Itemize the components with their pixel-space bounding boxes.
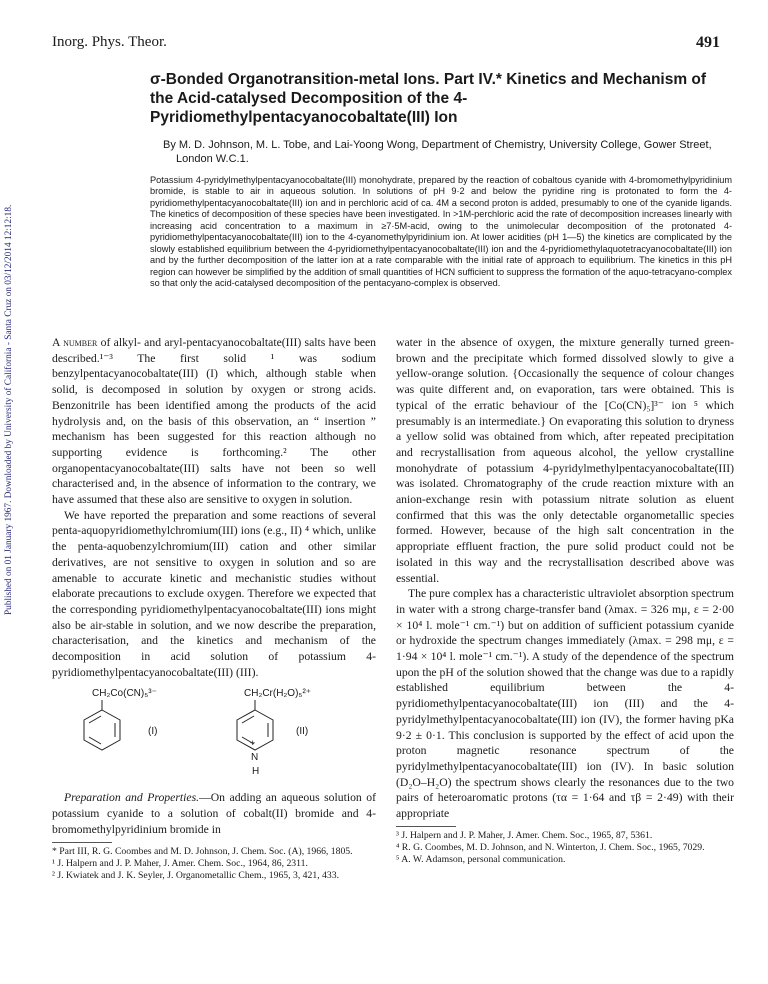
plus-sign: + [250,738,256,749]
hydrogen-label: H [252,766,260,778]
paragraph-spectrum: The pure complex has a characteristic ultraviolet absorption spectrum in water with a strong charge-transfer band (λmax. = 326 mμ, ε = 2·00 × 10⁴ l. mole⁻¹ cm.⁻¹) but on addition of sufficient potassium cyanide or hydroxide the spectrum changes immediately (λmax. = 298 mμ, ε = 1·94 × 10⁴ l. mole⁻¹ cm.⁻¹). A study of the dependence of the spectrum upon the pH of the solution showed that the change was due to a rapidly established equilibrium between the 4-pyridiomethylpentacyanocobaltate(III) ion (III) and the 4-pyridylmethylpentacyanocobaltate(III) ion (IV), the former having pKa 9·2 ± 0·1. This conclusion is supported by the effect of acid upon the proton magnetic resonance spectrum of the pyridylmethylpentacyanocobaltate(III) ion (IV). In basic solution (D₂O–H₂O) the spectrum shows clearly the resonances due to the two pairs of heteroaromatic protons (τα = 1·64 and τβ = 2·49) with their appropriate [396,587,734,821]
authors-affiliation: By M. D. Johnson, M. L. Tobe, and Lai-Yoong Wong, Department of Chemistry, University College, Gower Street, London W.C.1. [163,139,712,165]
paragraph-continuation: water in the absence of oxygen, the mixture generally turned green-brown and the precipitate which formed dissolved slowly to give a yellow-orange solution. {Occasionally the sequence of colour changes was quite different and, on evaporation, tars were obtained. This is typical of the erratic behaviour of the [Co(CN)₅]³⁻ ion ⁵ which presumably is an intermediate.} On evaporating this solution to dryness a yellow solid was obtained from which, after repeated precipitation and recrystallisation from aqueous alcohol, the yellow crystalline monohydrate of potassium 4-pyridylmethylpentacyanocobaltate(III) was isolated. Chromatography of the crude reaction mixture with an anion-exchange resin with potassium nitrate solution as eluent confirmed that this was the only detectable organometallic species formed. However, because of the high salt concentration in the appropriate effluent fraction, the pure solid product could not be isolated in this way and the recrystallisation described above was essential. [396,336,734,585]
footnote-star: * Part III, R. G. Coombes and M. D. Johnson, J. Chem. Soc. (A), 1966, 1805. [52,845,353,857]
right-column [396,335,734,866]
structure-i-formula: CH₂Co(CN)₅³⁻ [92,688,157,700]
structure-ii-label: (II) [296,726,309,738]
paragraph-preparation-text: —On adding an aqueous solution of potassium cyanide to a solution of cobalt(II) bromide and 4-bromomethylpyridinium bromide in [52,791,377,836]
paragraph-chromium: We have reported the preparation and some reactions of several penta-aquopyridiomethylchromium(III) ions (e.g., II) ⁴ which, unlike the penta-aquobenzylchromium(III) cation and other similar derivatives, are not sensitive to oxygen in solution and so are amenable to accurate kinetic and mechanistic studies without elaborate precautions to exclude oxygen. Therefore we expected that the corresponding pyridiomethylpentacyanocobaltate(III) ions might also be air-stable in solution, and we now describe the preparation, characterisation, and the kinetics and mechanism of the decomposition in acid solution of potassium 4-pyridiomethylpentacyanocobaltate(III) (III). [52,508,376,679]
pyridinium-ring-icon [235,700,285,756]
provenance-text[interactable]: Published on 01 January 1967. Downloaded by University of California - Santa Cruz on 03/12/2014 12:12:18. [4,204,14,615]
footnote-2: ² J. Kwiatek and J. K. Seyler, J. Organometallic Chem., 1965, 3, 421, 433. [52,869,340,881]
left-column [52,335,376,882]
paragraph-intro-text: of alkyl- and aryl-pentacyanocobaltate(III) salts have been described.¹⁻³ The first solid ¹ was sodium benzylpentacyanocobaltate(III) (I) which, although stable when solid, is decomposed in solution by oxygen or strong acids. Benzonitrile has been identified among the products of the acid hydrolysis and, on the basis of this observation, an “ insertion ” mechanism has been suggested for this reaction although no supporting evidence is forthcoming.² The other organopentacyanocobaltate(III) salts have not been so well characterised and, in the absence of information to the contrary, we have assumed that these also are sensitive to oxygen in solution. [52,336,377,507]
footnote-rule-right [396,826,456,827]
footnote-5: ⁵ A. W. Adamson, personal communication. [396,853,566,865]
paragraph-preparation [52,790,376,837]
benzene-ring-icon [82,700,132,756]
running-head-journal: Inorg. Phys. Theor. [52,34,167,50]
footnote-4: ⁴ R. G. Coombes, M. D. Johnson, and N. Winterton, J. Chem. Soc., 1965, 7029. [396,841,705,853]
article-title: σ-Bonded Organotransition-metal Ions. Part IV.* Kinetics and Mechanism of the Acid-catalysed Decomposition of the 4-Pyridiomethylpentacyanocobaltate(III) Ion [150,71,707,126]
page-number: 491 [696,34,720,51]
nitrogen-label: N [251,752,259,764]
provenance-sidebar [2,95,18,615]
footnote-1: ¹ J. Halpern and J. P. Maher, J. Amer. Chem. Soc., 1964, 86, 2311. [52,857,308,869]
structure-ii-formula: CH₂Cr(H₂O)₅²⁺ [244,688,312,700]
structure-i-label: (I) [148,726,158,738]
footnote-3: ³ J. Halpern and J. P. Maher, J. Amer. Chem. Soc., 1965, 87, 5361. [396,829,653,841]
abstract: Potassium 4-pyridylmethylpentacyanocobaltate(III) monohydrate, prepared by the reaction of cobaltous cyanide with 4-bromomethylpyridinium bromide, is stable to air in aqueous solution. In solutions of pH 9·2 and below the pyridine ring is protonated to form the 4-pyridiomethylpentacyanocobaltate(III) ion and in perchloric acid of ca. 4M a second proton is added, presumably to one of the cyanide ligands. The kinetics of decomposition of these species have been investigated. In >1M-perchloric acid the rate of decomposition increases linearly with increasing acid concentration to a maximum in ≥7·5M-acid, owing to the unimolecular decomposition of the protonated 4-pyridiomethylpentacyanocobaltate(III) ion to the 4-cyanomethylpyridinium ion. At lower acidities (pH 1—5) the kinetics are complicated by the slowly established equilibrium between the 4-pyridiomethylpentacyanocobaltate(III) ion and the 4-pyridiomethylaquotetracyanocobaltate(III) ion and by the further decomposition of the latter ion at a rate comparable with the initial rate of approach to equilibrium. The kinetics in this pH region can however be simplified by the addition of small quantities of HCN sufficient to suppress the formation of the aquo-tetracyano-complex so that only the acid-catalysed decomposition of the pentacyano-complex is observed. [150,175,732,289]
lead-words: A number [52,336,98,349]
structure-diagram [52,684,376,786]
footnote-rule [52,842,112,843]
section-heading: Preparation and Properties. [64,791,200,805]
paragraph-intro [52,335,376,508]
